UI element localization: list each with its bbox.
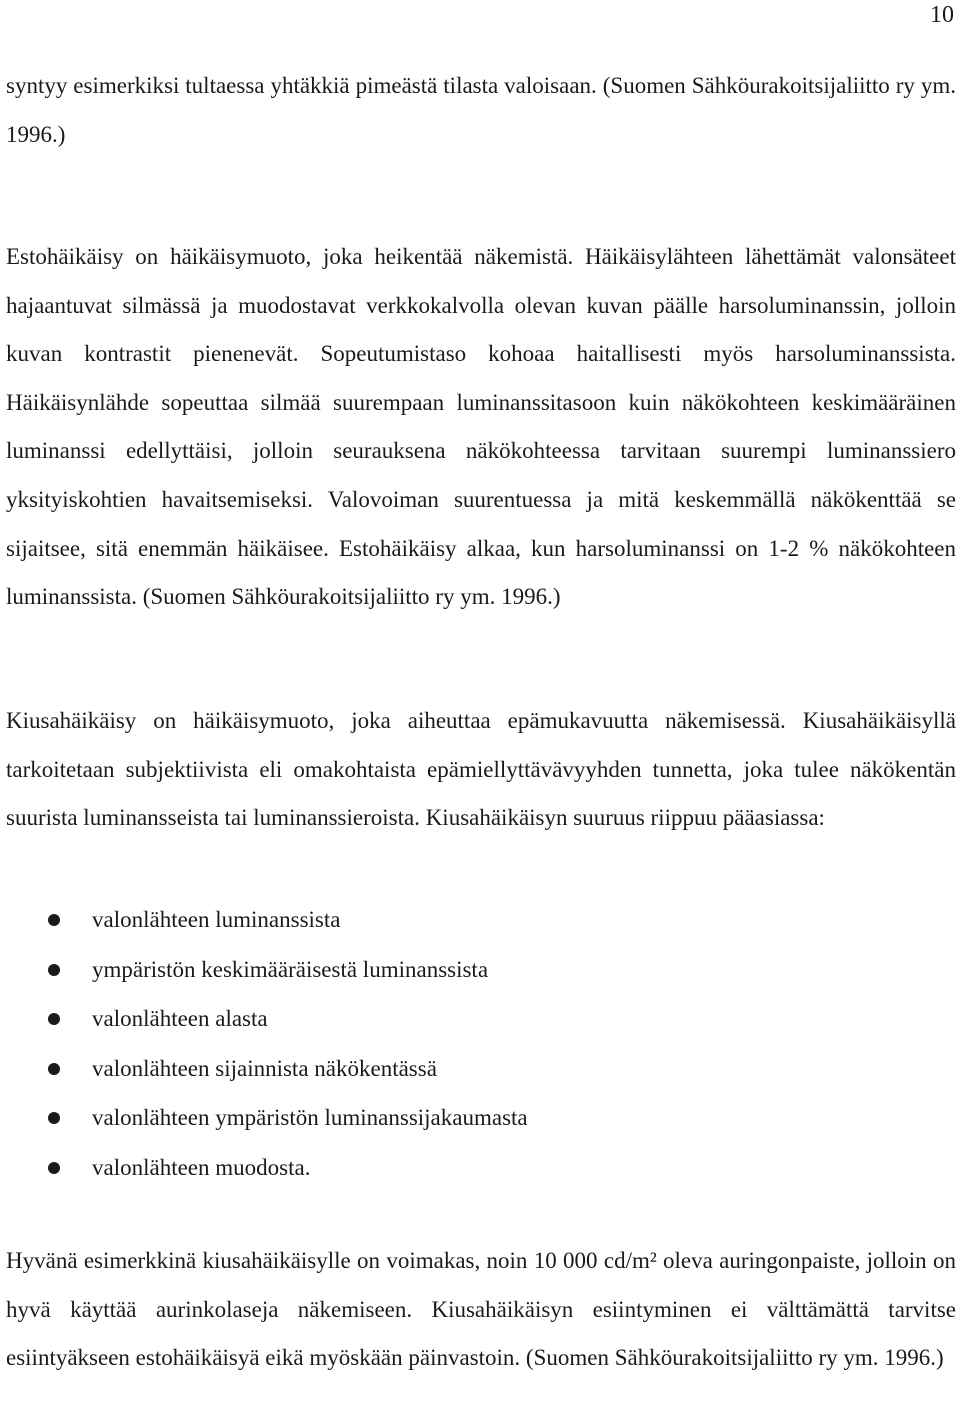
list-item [0,945,900,995]
list-item-text: valonlähteen ympäristön luminanssijakaumasta [92,1105,528,1130]
list-item-text: valonlähteen muodosta. [92,1154,311,1180]
bullet-list [0,895,900,1192]
list-item-text: ympäristön keskimääräisestä luminanssista [92,956,489,982]
bullet-icon [48,1063,60,1075]
list-item [0,1143,900,1193]
bullet-icon [48,914,60,926]
list-item [0,994,900,1044]
list-item-text: valonlähteen alasta [92,1006,268,1031]
bullet-icon [48,1162,60,1174]
list-item-text: valonlähteen sijainnista näkökentässä [92,1055,437,1081]
bullet-icon [48,1112,60,1124]
paragraph-3: Kiusahäikäisy on häikäisymuoto, joka aiheuttaa epämukavuutta näkemisessä. Kiusahäikäisyllä tarkoitetaan subjektiivista eli omakohtaista epämiellyttävävyyhden tunnetta, joka tulee näkökentän suurista luminansseista tai luminanssieroista. Kiusahäikäisyn suuruus riippuu pääasiassa: [6,708,956,831]
paragraph-4: Hyvänä esimerkkinä kiusahäikäisylle on voimakas, noin 10 000 cd/m² oleva auringonpaiste, jolloin on hyvä käyttää aurinkolaseja näkemiseen. Kiusahäikäisyn esiintyminen ei välttämättä tarvitse esiintyäkseen estohäikäisyä eikä myöskään päinvastoin. (Suomen Sähköurakoitsijaliitto ry ym. 1996.) [6,1248,956,1371]
bullet-icon [48,1013,60,1025]
list-item [0,1044,900,1094]
list-item [0,1093,900,1143]
bullet-icon [48,964,60,976]
page-number: 10 [930,2,954,28]
paragraph-2: Estohäikäisy on häikäisymuoto, joka heikentää näkemistä. Häikäisylähteen lähettämät valonsäteet hajaantuvat silmässä ja muodostavat verkkokalvolla olevan kuvan päälle harsoluminanssin, jolloin kuvan kontrastit pienenevät. Sopeutumistaso kohoaa haitallisesti myös harsoluminanssista. Häikäisynlähde sopeuttaa silmää suurempaan luminanssitasoon kuin näkökohteen keskimääräinen luminanssi edellyttäisi, jolloin seurauksena näkökohteessa tarvitaan suurempi luminanssiero yksityiskohtien havaitsemiseksi. Valovoiman suurentuessa ja mitä keskemmällä näkökenttää se sijaitsee, sitä enemmän häikäisee. Estohäikäisy alkaa, kun harsoluminanssi on 1-2 % näkökohteen luminanssista. (Suomen Sähköurakoitsijaliitto ry ym. 1996.) [6,244,956,610]
paragraph-1: syntyy esimerkiksi tultaessa yhtäkkiä pimeästä tilasta valoisaan. (Suomen Sähköurakoitsijaliitto ry ym. 1996.) [6,73,956,147]
list-item [0,895,900,945]
list-item-text: valonlähteen luminanssista [92,907,341,932]
